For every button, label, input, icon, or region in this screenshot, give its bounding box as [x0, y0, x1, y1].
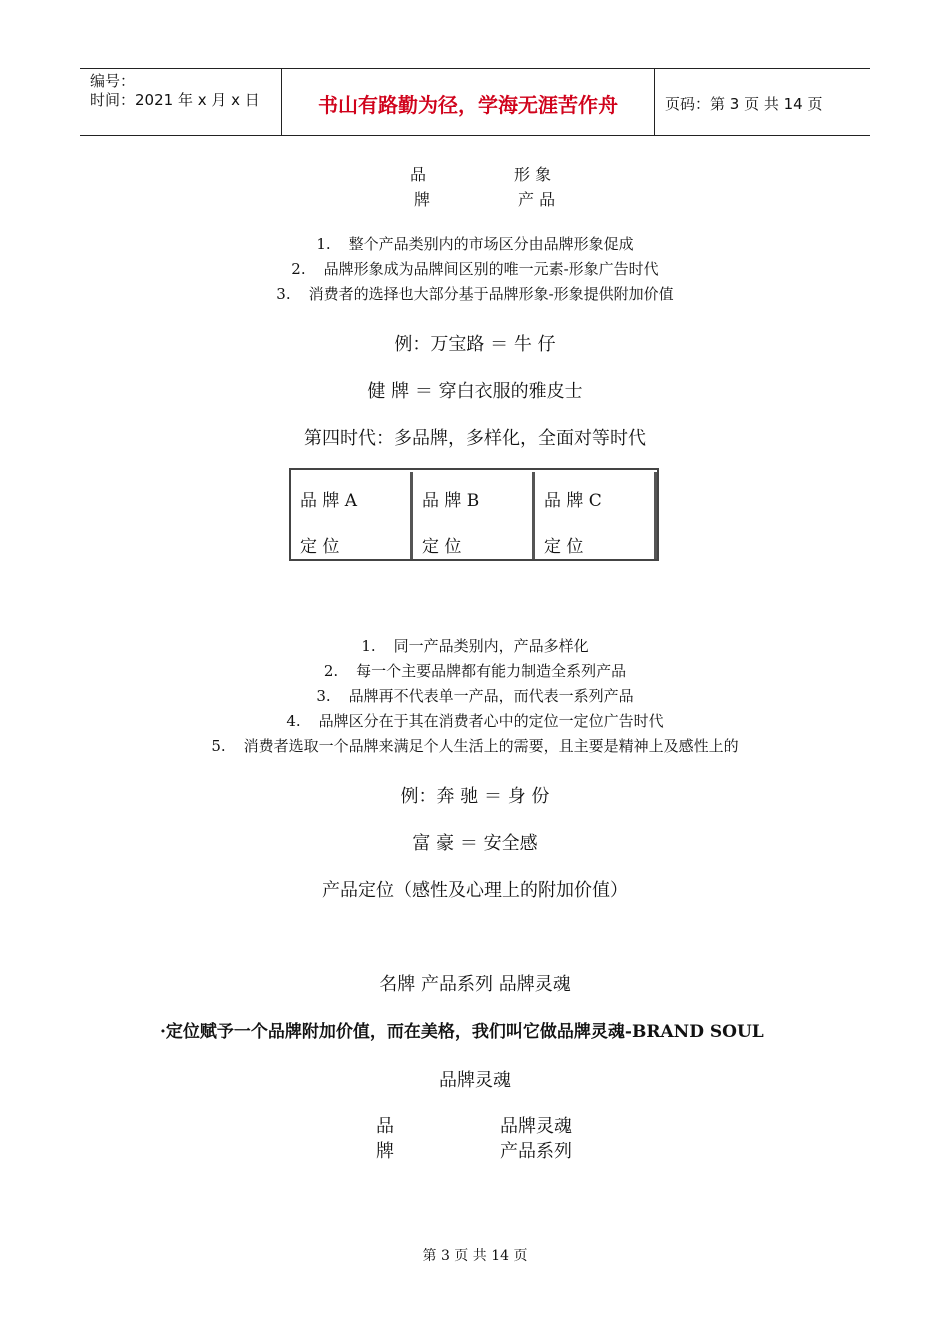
brand-cell-b: 品 牌 B 定 位	[413, 472, 535, 559]
example2-line2: 富 豪 ＝ 安全感	[412, 833, 538, 854]
header-top-rule	[80, 68, 870, 69]
bold-statement: ·定位赋予一个品牌附加价值，而在美格，我们叫它做品牌灵魂-BRAND SOUL	[160, 1022, 764, 1042]
header-divider-2	[654, 69, 655, 136]
list2-item: 5. 消费者选取一个品牌来满足个人生活上的需要，且主要是精神上及感性上的	[211, 737, 739, 755]
diagram1-bottom-left: 牌	[414, 190, 431, 209]
list1-item: 2. 品牌形象成为品牌间区别的唯一元素-形象广告时代	[291, 260, 659, 278]
brand-cell-c: 品 牌 C 定 位	[535, 472, 657, 559]
header-time-label: 时间：2021 年 x 月 x 日	[90, 91, 260, 109]
product-positioning: 产品定位（感性及心理上的附加价值）	[322, 880, 628, 901]
list1-item: 1. 整个产品类别内的市场区分由品牌形象促成	[316, 235, 634, 253]
list2-item: 1. 同一产品类别内，产品多样化	[361, 637, 589, 655]
era4-title: 第四时代：多品牌，多样化，全面对等时代	[304, 428, 646, 449]
diagram2-bottom-right: 产品系列	[500, 1141, 572, 1162]
list1-item: 3. 消费者的选择也大部分基于品牌形象-形象提供附加价值	[276, 285, 674, 303]
brand-table	[289, 468, 659, 561]
header-bottom-rule	[80, 135, 870, 136]
brand-row: 名牌 产品系列 品牌灵魂	[379, 974, 571, 995]
list2-item: 2. 每一个主要品牌都有能力制造全系列产品	[323, 662, 627, 680]
brand-cell-a: 品 牌 A 定 位	[291, 472, 413, 559]
page-footer: 第 3 页 共 14 页	[422, 1248, 528, 1264]
example2-line1: 例：奔 驰 ＝ 身 份	[400, 786, 550, 807]
example1-line1: 例：万宝路 ＝ 牛 仔	[394, 334, 556, 355]
diagram1-bottom-right: 产 品	[518, 190, 556, 209]
diagram2-top-right: 品牌灵魂	[500, 1116, 572, 1137]
diagram2-top-left: 品	[376, 1116, 394, 1137]
list2-item: 4. 品牌区分在于其在消费者心中的定位一定位广告时代	[286, 712, 664, 730]
diagram1-top-left: 品	[410, 165, 427, 184]
header-page-info: 页码：第 3 页 共 14 页	[665, 95, 823, 113]
brand-soul-title: 品牌灵魂	[439, 1070, 511, 1091]
diagram1-top-right: 形 象	[514, 165, 552, 184]
example1-line2: 健 牌 ＝ 穿白衣服的雅皮士	[367, 381, 583, 402]
list2-item: 3. 品牌再不代表单一产品，而代表一系列产品	[316, 687, 634, 705]
header-number-label: 编号：	[90, 72, 136, 90]
diagram2-bottom-left: 牌	[376, 1141, 394, 1162]
header-motto: 书山有路勤为径，学海无涯苦作舟	[318, 93, 618, 117]
